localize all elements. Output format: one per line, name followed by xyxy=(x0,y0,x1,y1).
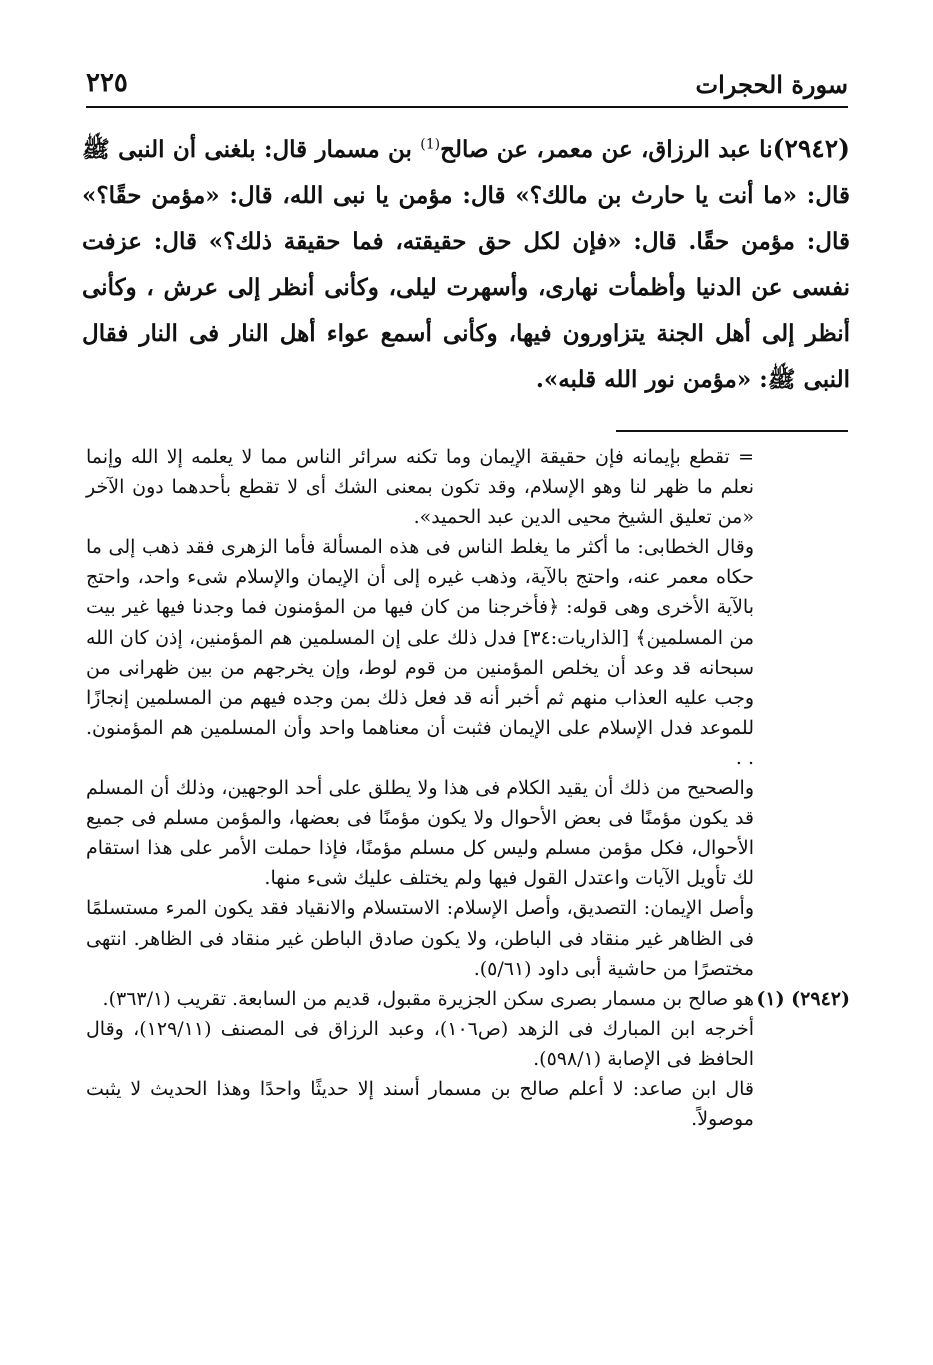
footnotes xyxy=(86,442,850,1134)
header-divider xyxy=(86,106,848,108)
hadith-text-part-1: نا عبد الرزاق، عن معمر، عن صالح xyxy=(440,136,773,163)
footnote-1 xyxy=(86,984,850,1014)
hadith-number: (٢٩٤٢) xyxy=(772,134,851,163)
footnotes-divider xyxy=(616,430,848,432)
note-ibn-saed: قال ابن صاعد: لا أعلم صالح بن مسمار أسند إلا حديثًا واحدًا وهذا الحديث لا يثبت موصولاً. xyxy=(86,1077,754,1131)
note-takhrij: أخرجه ابن المبارك فى الزهد (ص١٠٦)، وعبد الرزاق فى المصنف (١٢٩/١١)، وقال الحافظ فى الإصابة (٥٩٨/١). xyxy=(86,1017,754,1070)
note-khattabi: وقال الخطابى: ما أكثر ما يغلط الناس فى هذه المسألة فأما الزهرى فقد ذهب إلى ما حكاه معمر عنه، واحتج بالآية، وذهب غيره إلى أن الإيمان والإسلام شىء واحد، واحتج بالآية الأخرى وهى قوله: ﴿فأخرجنا من كان فيها من المؤمنون فما وجدنا فيها غير بيت من المسلمين﴾ [الذاريات:٣٤] فدل ذلك على إن المسلمين هم المؤمنين، إذن كان الله سبحانه قد وعد أن يخلص المؤمنين من قوم لوط، وإن يخرجهم من بين ظهرانى من وجب عليه العذاب منهم ثم أخبر أنه قد فعل ذلك بمن وجده فيهم من المسلمين إنجازًا للموعد فدل الإسلام على الإيمان فثبت أن معناهما واحد وأن المسلمين هم المؤمنون. . . xyxy=(86,536,754,769)
hadith-body xyxy=(82,126,850,403)
hadith-text-part-2: بن مسمار قال: بلغنى أن النبى ﷺ قال: «ما أنت يا حارث بن مالك؟» قال: مؤمن يا نبى الله، قال: «مؤمن حقًا؟» قال: مؤمن حقًا. قال: «فإن لكل حق حقيقته، فما حقيقة ذلك؟» قال: عزفت نفسى عن الدنيا وأظمأت نهارى، وأسهرت ليلى، وكأنى أنظر إلى عرش ، وكأنى أنظر إلى أهل الجنة يتزاورون فيها، وكأنى أسمع عواء أهل النار فى النار فقال النبى ﷺ: «مؤمن نور الله قلبه». xyxy=(82,136,850,393)
page-number: ٢٢٥ xyxy=(86,68,128,98)
page-header xyxy=(86,66,848,106)
footnote-text: هو صالح بن مسمار بصرى سكن الجزيرة مقبول، قديم من السابعة. تقريب (٣٦٣/١). xyxy=(102,987,754,1010)
surah-title: سورة الحجرات xyxy=(695,70,848,99)
note-asl: وأصل الإيمان: التصديق، وأصل الإسلام: الاستسلام والانقياد فقد يكون المرء مستسلمًا فى الظاهر غير منقاد فى الباطن، ولا يكون صادق الباطن غير منقاد فى الظاهر. انتهى مختصرًا من حاشية أبى داود (٥/٦١). xyxy=(86,897,754,980)
note-continuation: = تقطع بإيمانه فإن حقيقة الإيمان وما تكنه سرائر الناس مما لا يعلمه إلا الله وإنما نعلم ما ظهر لنا وهو الإسلام، وقد تكون بمعنى الشك أى لا تقطع بأحدهما دون الآخر «من تعليق الشيخ محيى الدين عبد الحميد». xyxy=(86,446,754,529)
note-sahih: والصحيح من ذلك أن يقيد الكلام فى هذا ولا يطلق على أحد الوجهين، وذلك أن المسلم قد يكون مؤمنًا فى بعض الأحوال ولا يكون مؤمنًا فى بعضها، والمؤمن مسلم فى جميع الأحوال، فكل مؤمن مسلم وليس كل مسلم مؤمنًا، فإذا حملت الأمر على هذا استقام لك تأويل الآيات واعتدل القول فيها ولم يختلف عليك شىء منها. xyxy=(86,777,754,890)
footnote-reference: (1) xyxy=(420,136,441,153)
footnote-number: (٢٩٤٢) (١) xyxy=(756,987,850,1010)
